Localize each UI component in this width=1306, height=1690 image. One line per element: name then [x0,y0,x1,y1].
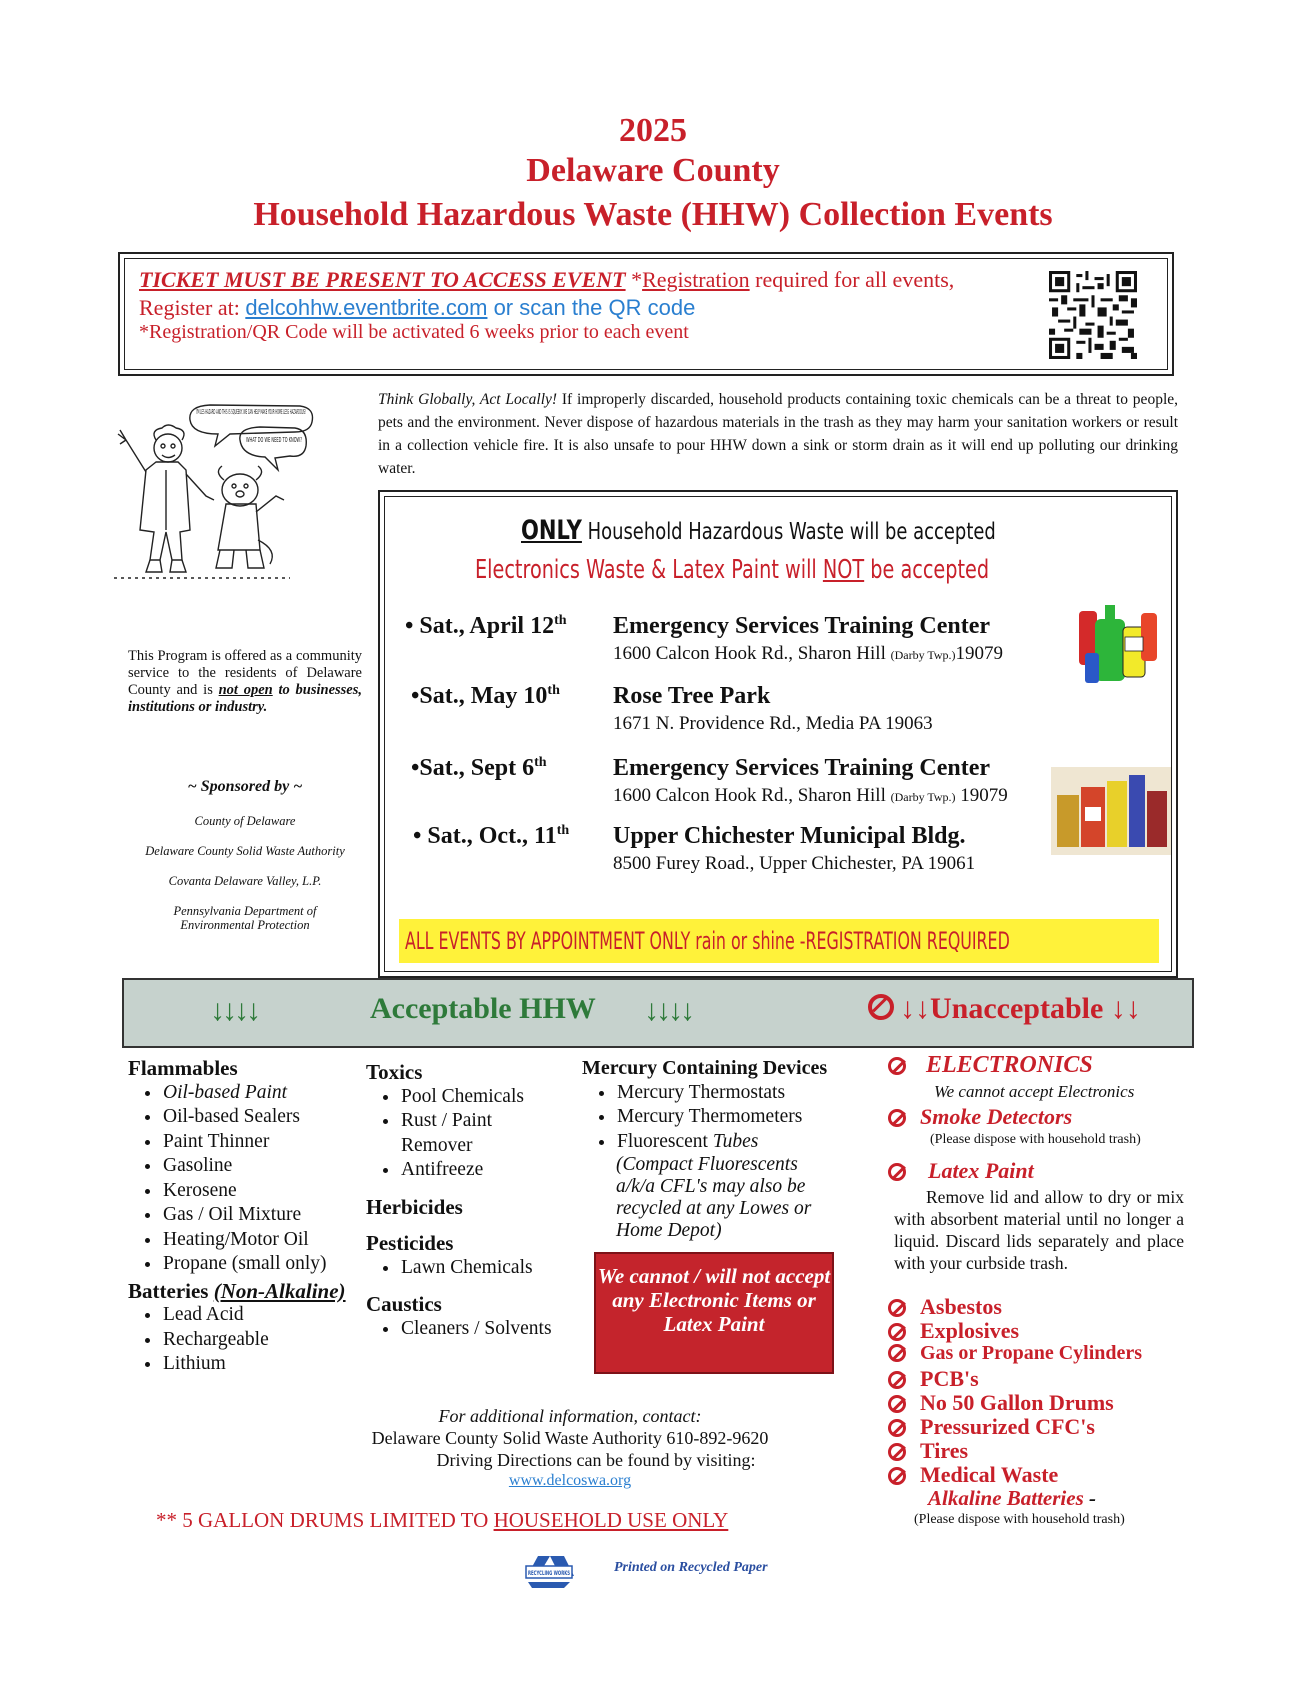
registration-line-1: TICKET MUST BE PRESENT TO ACCESS EVENT *Registration required for all events, [139,267,955,292]
unacceptable-item: Explosives [888,1318,1019,1344]
unacceptable-item: Medical Waste [888,1462,1058,1488]
registration-note: *Registration/QR Code will be activated 6 weeks prior to each event [139,321,689,343]
unacceptable-latex-paint: Latex Paint [888,1158,1034,1184]
intro-paragraph: Think Globally, Act Locally! If improperly discarded, household products containing toxic chemicals can be a threat to people, pets and the environment. Never dispose of hazardous materials in the trash as they may harm your sanitation workers or result in a collection vehicle fire. It is also unsafe to pour HHW down a sink or storm drain as it will end up polluting our drinking water. [378,391,1178,477]
prohibited-icon [888,1395,906,1413]
event-venue: Upper Chichester Municipal Bldg. [613,823,966,849]
list-item: • Heating/Motor Oil [162,1228,358,1253]
alkaline-note: (Please dispose with household trash) [914,1512,1125,1527]
list-item: • Pool Chemicals [400,1085,576,1110]
only-hhw-notice: ONLY Household Hazardous Waste will be accepted [521,515,996,546]
list-item: • Gas / Oil Mixture [162,1203,358,1228]
eventbrite-link[interactable]: delcohhw.eventbrite.com [245,295,488,320]
qr-code-icon[interactable] [1049,271,1137,359]
not-accepted-notice: Electronics Waste & Latex Paint will NOT be accepted [475,555,990,585]
flammables-list [128,1081,358,1277]
unacceptable-item: No 50 Gallon Drums [888,1390,1114,1416]
appointment-highlight [399,919,1159,963]
alkaline-batteries: Alkaline Batteries - [928,1486,1097,1510]
list-item: • Fluorescent Tubes [616,1130,852,1155]
prohibited-icon [888,1057,906,1075]
list-item: • Oil-based Sealers [162,1105,358,1130]
mercury-list [582,1081,852,1155]
event-address: 8500 Furey Road., Upper Chichester, PA 19061 [613,853,976,874]
website-link[interactable]: www.delcoswa.org [508,1472,632,1489]
list-item: • Lead Acid [162,1303,358,1328]
prohibited-icon [888,1443,906,1461]
list-item: • Mercury Thermostats [616,1081,852,1106]
list-item: • Mercury Thermometers [616,1105,852,1130]
mercury-heading: Mercury Containing Devices [582,1057,828,1079]
list-item: • Rechargeable [162,1328,358,1353]
cartoon-bubble-text-1: I'M LES HAZARD AND THIS IS SQUEEKY. WE CAN HELP MAKE YOUR HOME LESS HAZARDOUS! [196,408,306,416]
toxics-column [366,1060,576,1341]
list-item: • Paint Thinner [162,1130,358,1155]
cartoon-illustration [110,400,360,600]
unacceptable-item: Gas or Propane Cylinders [888,1342,1142,1365]
registration-line-2: Register at: delcohhw.eventbrite.com or scan the QR code [139,295,696,320]
events-box [378,490,1178,978]
header-event-title: Household Hazardous Waste (HHW) Collection Events [253,196,1053,233]
website-link-wrap [290,1472,850,1490]
acceptable-banner [122,978,1194,1048]
header-year: 2025 [619,112,687,149]
unacceptable-smoke-detectors: Smoke Detectors [888,1104,1072,1130]
list-item: • Propane (small only) [162,1252,358,1277]
prohibited-icon [888,1109,906,1127]
event-venue: Rose Tree Park [613,683,771,709]
event-date: • Sat., Oct., 11th [413,823,570,849]
contact-heading: For additional information, contact: [438,1406,702,1426]
down-arrows-icon: ↓↓↓↓ [644,994,692,1027]
caustics-list [366,1317,576,1342]
event-address: 1600 Calcon Hook Rd., Sharon Hill (Darby Twp.) 19079 [613,785,1008,806]
prohibited-icon [888,1299,906,1317]
prohibited-icon [888,1323,906,1341]
appointment-notice: ALL EVENTS BY APPOINTMENT ONLY rain or shine -REGISTRATION REQUIRED [405,927,1010,955]
authority-contact: Delaware County Solid Waste Authority 610-892-9620 [371,1428,769,1448]
electronics-note: We cannot accept Electronics [934,1082,1135,1101]
list-item: • Lithium [162,1352,358,1377]
drums-notice: ** 5 GALLON DRUMS LIMITED TO HOUSEHOLD USE ONLY [156,1508,729,1532]
recycled-paper-note: Printed on Recycled Paper [614,1560,768,1575]
event-venue: Emergency Services Training Center [613,613,991,639]
event-address: 1671 N. Providence Rd., Media PA 19063 [613,713,933,734]
list-item: • Gasoline [162,1154,358,1179]
herbicides-heading: Herbicides [366,1194,463,1219]
header-county: Delaware County [526,152,780,189]
flammables-batteries-column [128,1056,358,1377]
sponsored-by-heading: ~ Sponsored by ~ [187,778,303,795]
unacceptable-item: Asbestos [888,1294,1002,1320]
smoke-note: (Please dispose with household trash) [930,1132,1141,1147]
event-date: •Sat., May 10th [411,683,560,709]
chemical-bottles-icon [1075,593,1165,691]
prohibited-icon [888,1419,906,1437]
sponsor-item: Delaware County Solid Waste Authority [145,844,345,858]
event-venue: Emergency Services Training Center [613,755,991,781]
list-item: • Antifreeze [400,1158,576,1183]
unacceptable-item: PCB's [888,1366,979,1392]
list-item: • Lawn Chemicals [400,1256,576,1281]
unacceptable-heading: ↓↓Unacceptable ↓↓ [868,992,1141,1026]
cartoon-bubble-text-2: WHAT DO WE NEED TO KNOW? [246,436,303,444]
unacceptable-electronics: ELECTRONICS [888,1052,1093,1079]
prohibited-icon [888,1467,906,1485]
list-item: • Rust / Paint Remover [400,1109,551,1158]
cfl-note: (Compact Fluorescents a/k/a CFL's may also be recycled at any Lowes or Home Depot) [616,1154,812,1241]
toxics-list [366,1085,576,1183]
recycling-logo-icon [520,1548,578,1590]
list-item: • Cleaners / Solvents [400,1317,576,1342]
caustics-heading: Caustics [366,1292,442,1316]
unacceptable-item: Pressurized CFC's [888,1414,1095,1440]
event-date: •Sat., Sept 6th [411,755,547,781]
ticket-notice: TICKET MUST BE PRESENT TO ACCESS EVENT [139,267,626,292]
program-notice: This Program is offered as a community service to the residents of Delaware County and is not open to businesses, institutions or industry. [128,648,362,715]
directions-text: Driving Directions can be found by visiting: [436,1450,756,1470]
down-arrows-icon: ↓↓↓↓ [210,994,258,1027]
cannot-accept-box: We cannot / will not accept any Electronic Items or Latex Paint [594,1252,834,1374]
recycling-logo-text: RECYCLING WORKS [528,1569,571,1577]
mercury-column [582,1056,852,1242]
prohibited-icon [888,1344,906,1362]
prohibited-icon [888,1371,906,1389]
event-date: • Sat., April 12th [405,613,567,639]
sponsor-item: Pennsylvania Department of Environmental Protection [173,904,317,932]
paint-cans-icon [1051,767,1171,855]
prohibited-icon [888,1163,906,1181]
unacceptable-item: Tires [888,1438,968,1464]
batteries-list [128,1303,358,1377]
event-address: 1600 Calcon Hook Rd., Sharon Hill (Darby Twp.)19079 [613,643,1004,664]
sponsor-item: County of Delaware [194,814,296,828]
list-item: • Kerosene [162,1179,358,1204]
flammables-heading: Flammables [128,1056,238,1080]
prohibited-icon [868,994,894,1020]
sponsor-item: Covanta Delaware Valley, L.P. [168,874,322,888]
batteries-heading: Batteries (Non-Alkaline) [128,1278,346,1303]
pesticides-list [366,1256,576,1281]
list-item: • Oil-based Paint [162,1081,358,1106]
registration-box [118,252,1174,376]
pesticides-heading: Pesticides [366,1231,454,1255]
latex-note: Remove lid and allow to dry or mix with absorbent material until no longer a liquid. Discard lids separately and place with your curbside trash. [894,1187,1184,1273]
toxics-heading: Toxics [366,1060,423,1084]
acceptable-heading: Acceptable HHW [370,992,596,1025]
